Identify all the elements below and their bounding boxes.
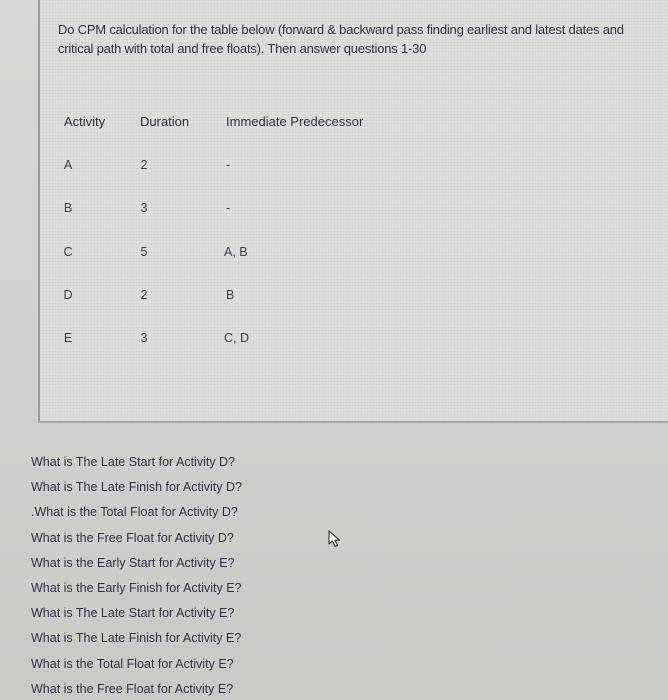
row-a-activity: A	[63, 158, 73, 172]
row-b-activity: B	[63, 201, 73, 215]
header-duration: Duration	[140, 114, 190, 129]
question-item[interactable]: What is The Late Finish for Activity E?	[31, 631, 242, 646]
question-item[interactable]: What is the Free Float for Activity D?	[31, 530, 234, 545]
row-e-predecessor: C, D	[224, 331, 249, 345]
question-item[interactable]: What is the Total Float for Activity E?	[31, 656, 234, 671]
row-c-duration: 5	[140, 245, 148, 259]
question-panel	[38, 0, 668, 423]
question-item[interactable]: What is the Early Start for Activity E?	[31, 555, 235, 570]
row-e-activity: E	[63, 331, 73, 345]
header-predecessor: Immediate Predecessor	[226, 114, 364, 129]
row-c-activity: C	[63, 245, 73, 259]
row-a-duration: 2	[140, 158, 148, 172]
row-b-predecessor: -	[226, 201, 231, 215]
row-d-activity: D	[63, 288, 73, 302]
row-d-predecessor: B	[226, 288, 235, 302]
row-b-duration: 3	[140, 201, 148, 215]
instructions-text: Do CPM calculation for the table below (forward & backward pass finding earliest and latest dates and critical path with total and free floats). Then answer questions 1-30	[58, 22, 624, 56]
question-item[interactable]: What is the Early Finish for Activity E?	[31, 580, 242, 595]
header-activity: Activity	[64, 114, 106, 129]
row-e-duration: 3	[140, 331, 148, 345]
question-item[interactable]: What is the Free Float for Activity E?	[31, 681, 234, 696]
mouse-pointer-icon	[328, 530, 344, 548]
row-c-predecessor: A, B	[224, 245, 248, 259]
question-item[interactable]: .What is the Total Float for Activity D?	[31, 505, 238, 520]
question-item[interactable]: What is The Late Start for Activity E?	[31, 606, 235, 621]
questions-list	[31, 450, 451, 700]
question-item[interactable]: What is The Late Start for Activity D?	[31, 455, 236, 469]
row-a-predecessor: -	[226, 158, 231, 172]
row-d-duration: 2	[140, 288, 148, 302]
question-item[interactable]: What is The Late Finish for Activity D?	[31, 480, 242, 495]
